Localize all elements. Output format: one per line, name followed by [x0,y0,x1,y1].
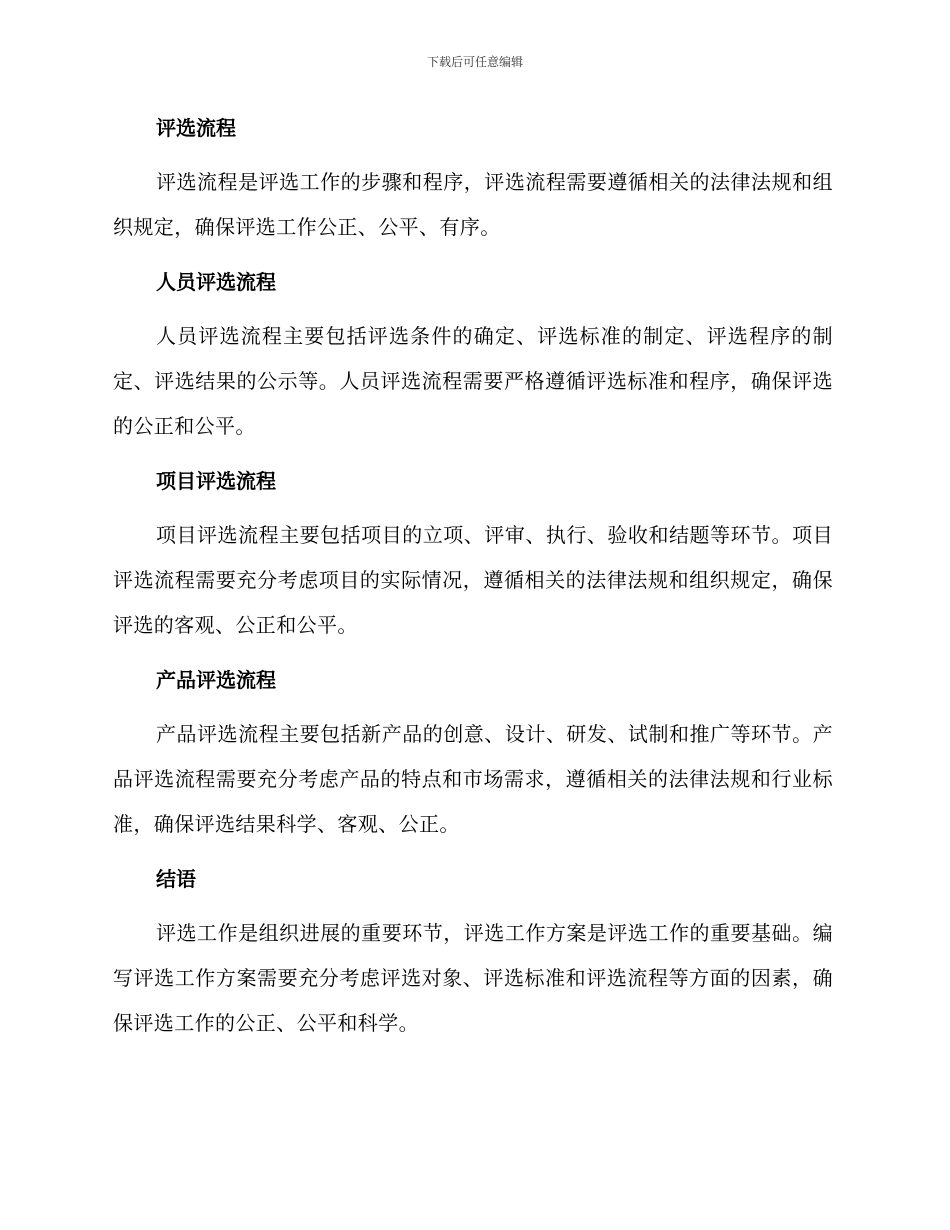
section-evaluation-process [113,110,833,264]
section-personnel-process [113,264,833,463]
section-title: 评选流程 [156,116,236,140]
document-body [113,110,833,1046]
section-paragraph: 评选工作是组织进展的重要环节，评选工作方案是评选工作的重要基础。编写评选工作方案需要充分考虑评选对象、评选标准和评选流程等方面的因素，确保评选工作的公正、公平和科学。 [113,921,833,1035]
section-paragraph: 评选流程是评选工作的步骤和程序，评选流程需要遵循相关的法律法规和组织规定，确保评选工作公正、公平、有序。 [113,170,833,239]
section-title: 项目评选流程 [156,469,276,493]
section-paragraph: 项目评选流程主要包括项目的立项、评审、执行、验收和结题等环节。项目评选流程需要充分考虑项目的实际情况，遵循相关的法律法规和组织规定，确保评选的客观、公正和公平。 [113,523,833,637]
section-title: 人员评选流程 [156,270,276,294]
section-product-process [113,662,833,861]
section-title: 产品评选流程 [156,668,276,692]
section-conclusion [113,861,833,1046]
section-paragraph: 人员评选流程主要包括评选条件的确定、评选标准的制定、评选程序的制定、评选结果的公示等。人员评选流程需要严格遵循评选标准和程序，确保评选的公正和公平。 [113,324,833,438]
page-header: 下载后可任意编辑 [426,55,523,69]
section-title: 结语 [156,867,196,891]
section-project-process [113,463,833,662]
section-paragraph: 产品评选流程主要包括新产品的创意、设计、研发、试制和推广等环节。产品评选流程需要充分考虑产品的特点和市场需求，遵循相关的法律法规和行业标准，确保评选结果科学、客观、公正。 [113,722,833,836]
